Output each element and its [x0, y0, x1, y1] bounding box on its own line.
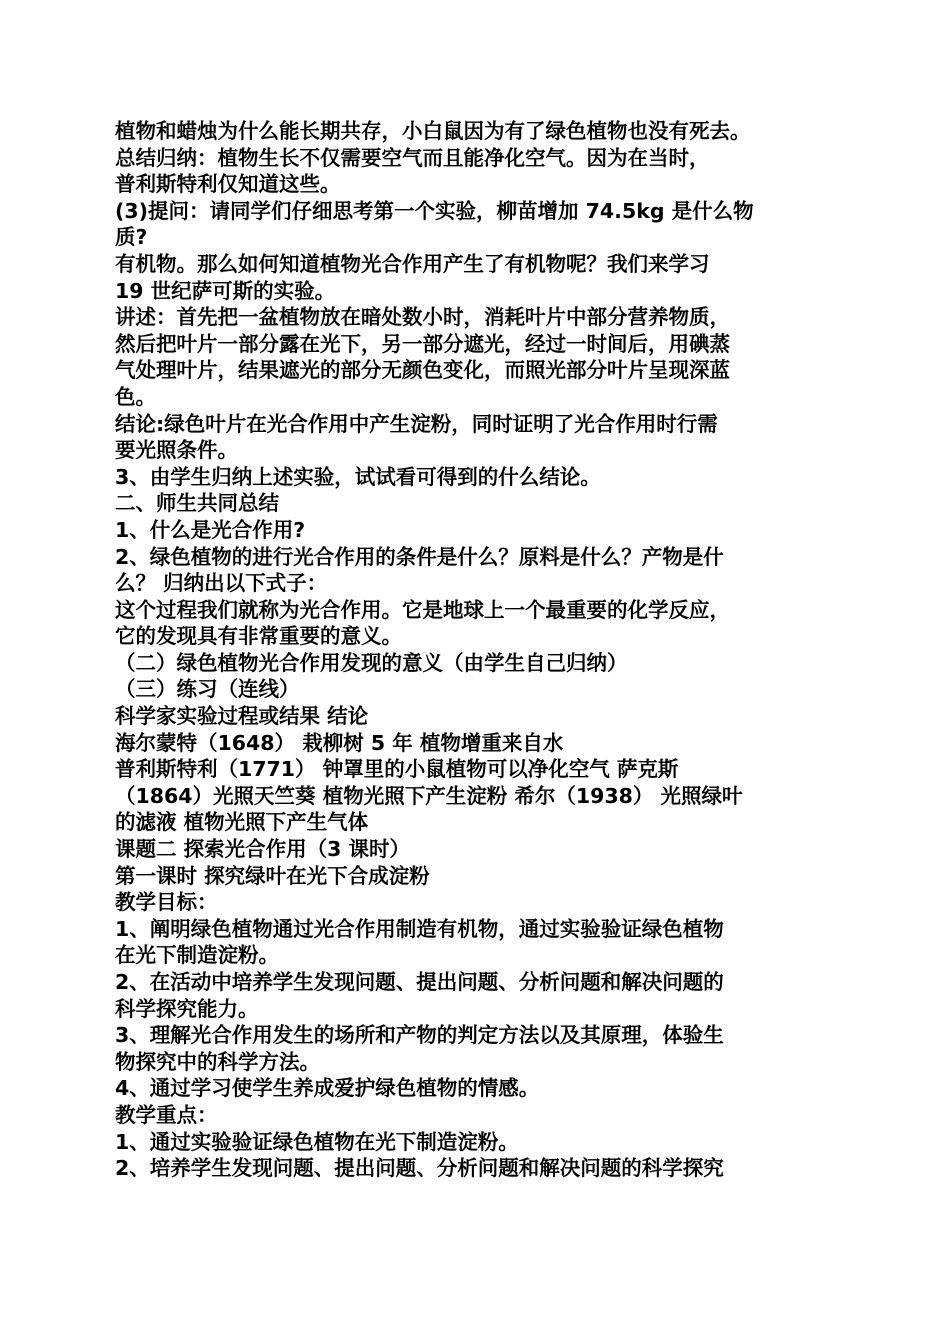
- section-heading: 第一课时 探究绿叶在光下合成淀粉: [115, 863, 430, 888]
- text-line: 结论:绿色叶片在光合作用中产生淀粉，同时证明了光合作用时行需: [115, 411, 718, 436]
- text-line: 科学家实验过程或结果 结论: [115, 704, 369, 729]
- text-line: 的滤液 植物光照下产生气体: [115, 810, 369, 835]
- text-line: 这个过程我们就称为光合作用。它是地球上一个最重要的化学反应，: [115, 597, 730, 622]
- text-line: 总结归纳：植物生长不仅需要空气而且能净化空气。因为在当时，: [115, 145, 710, 170]
- text-line: 么？ 归纳出以下式子：: [115, 571, 328, 596]
- text-line: 科学探究能力。: [115, 996, 259, 1021]
- text-line: 它的发现具有非常重要的意义。: [115, 624, 402, 649]
- text-line: 4、通过学习使学生养成爱护绿色植物的情感。: [115, 1076, 540, 1101]
- text-line: 普利斯特利（1771） 钟罩里的小鼠植物可以净化空气 萨克斯: [115, 757, 679, 782]
- text-line: 1、什么是光合作用?: [115, 517, 306, 542]
- section-heading: 教学目标：: [115, 890, 218, 915]
- text-line: 1、阐明绿色植物通过光合作用制造有机物，通过实验验证绿色植物: [115, 916, 724, 941]
- section-heading: 二、师生共同总结: [115, 491, 279, 516]
- text-line: (3)提问：请同学们仔细思考第一个实验，柳苗增加 74.5kg 是什么物: [115, 198, 754, 223]
- section-heading: 课题二 探索光合作用（3 课时）: [115, 837, 411, 862]
- section-heading: 教学重点：: [115, 1102, 218, 1127]
- text-line: 2、培养学生发现问题、提出问题、分析问题和解决问题的科学探究: [115, 1156, 724, 1181]
- text-line: 海尔蒙特（1648） 栽柳树 5 年 植物增重来自水: [115, 730, 564, 755]
- text-line: 气处理叶片，结果遮光的部分无颜色变化，而照光部分叶片呈现深蓝: [115, 358, 730, 383]
- text-line: 质?: [115, 225, 148, 250]
- text-line: 2、绿色植物的进行光合作用的条件是什么？原料是什么？产物是什: [115, 544, 724, 569]
- document-page: [115, 118, 840, 1182]
- text-line: 普利斯特利仅知道这些。: [115, 172, 341, 197]
- text-line: 1、通过实验验证绿色植物在光下制造淀粉。: [115, 1129, 519, 1154]
- section-heading: （三）练习（连线）: [115, 677, 300, 702]
- text-line: 要光照条件。: [115, 438, 238, 463]
- text-line: （1864）光照天竺葵 植物光照下产生淀粉 希尔（1938） 光照绿叶: [115, 783, 743, 808]
- text-line: 色。: [115, 384, 156, 409]
- text-line: 讲述：首先把一盆植物放在暗处数小时，消耗叶片中部分营养物质，: [115, 305, 730, 330]
- section-heading: （二）绿色植物光合作用发现的意义（由学生自己归纳）: [115, 650, 628, 675]
- text-line: 植物和蜡烛为什么能长期共存，小白鼠因为有了绿色植物也没有死去。: [115, 119, 751, 143]
- text-line: 有机物。那么如何知道植物光合作用产生了有机物呢？我们来学习: [115, 251, 710, 276]
- text-line: 3、由学生归纳上述实验，试试看可得到的什么结论。: [115, 464, 601, 489]
- text-line: 然后把叶片一部分露在光下，另一部分遮光，经过一时间后，用碘蒸: [115, 331, 730, 356]
- text-line: 物探究中的科学方法。: [115, 1049, 320, 1074]
- text-line: 2、在活动中培养学生发现问题、提出问题、分析问题和解决问题的: [115, 970, 724, 994]
- text-line: 在光下制造淀粉。: [115, 943, 279, 968]
- text-line: 19 世纪萨可斯的实验。: [115, 278, 336, 303]
- text-line: 3、理解光合作用发生的场所和产物的判定方法以及其原理，体验生: [115, 1023, 724, 1048]
